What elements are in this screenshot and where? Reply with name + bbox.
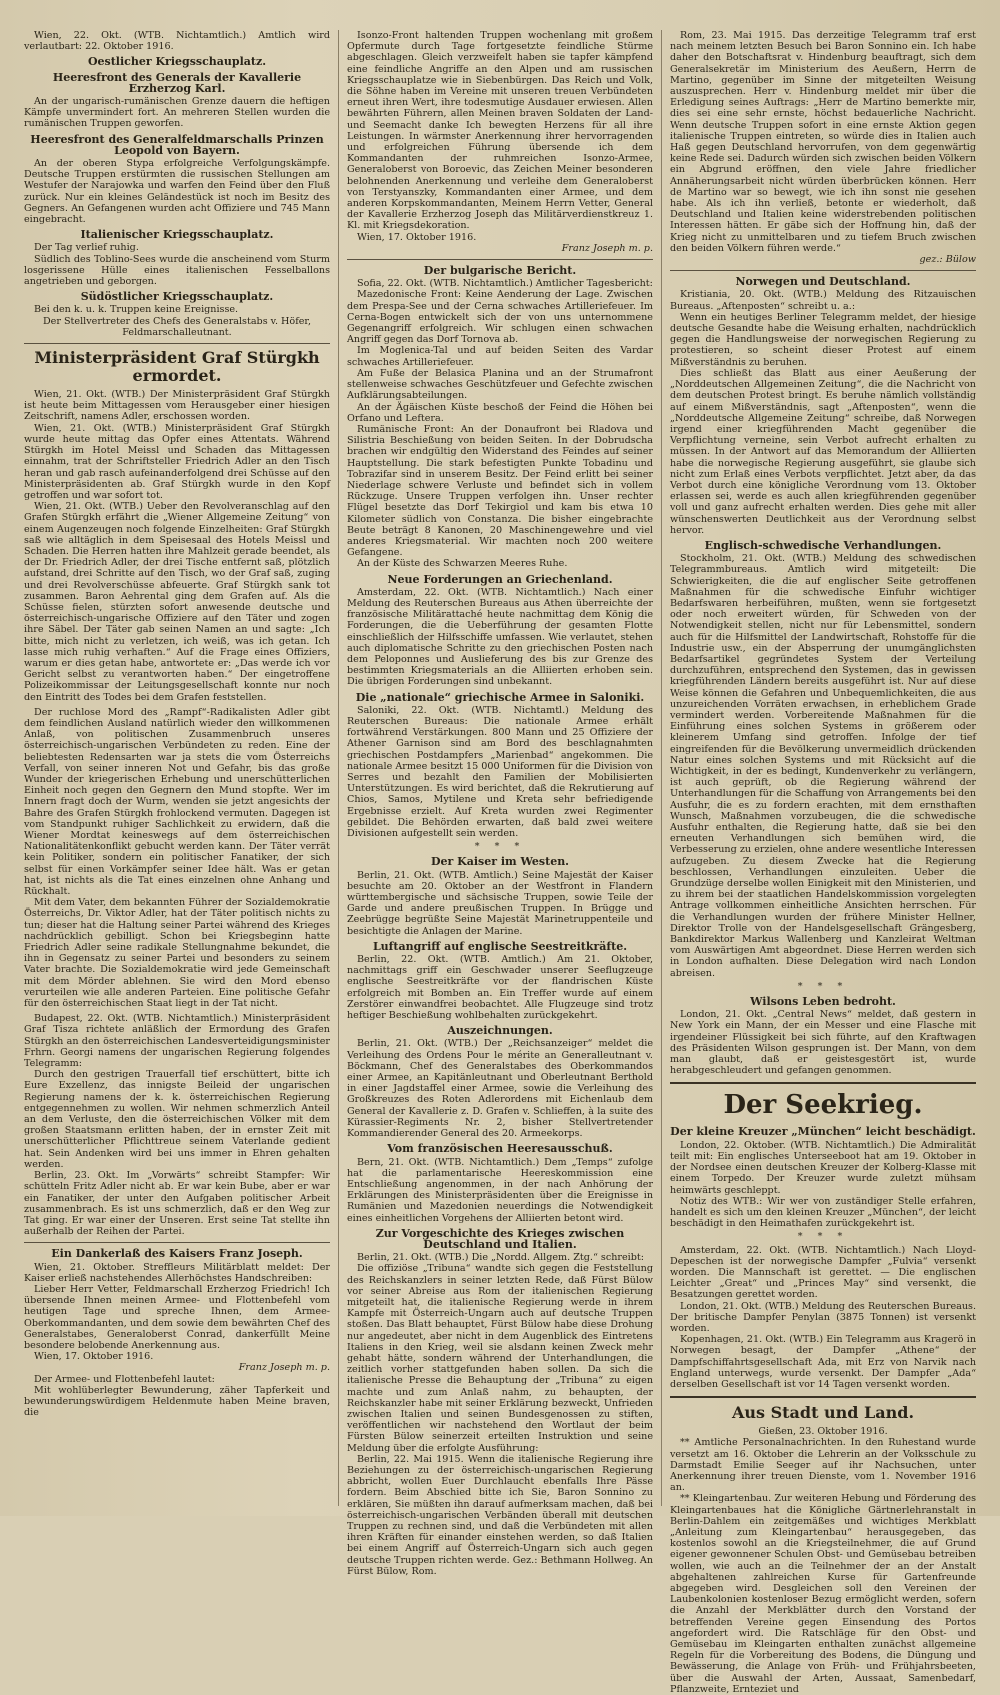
article-title: Englisch-schwedische Verhandlungen.	[704, 538, 942, 552]
paragraph: Die offiziöse „Tribuna“ wandte sich gegen die Feststellung des Reichskanzlers in seiner letzten Rede, daß Fürst Bülow vor seiner Abreise aus Rom der italienischen Regierung mitgeteilt hat, die italienische Regierung werde in ihrem Kampfe mit Österreich-Ungarn auch auf deutsche Truppen stoßen. Das Blatt behauptet, Fürst Bülow habe diese Drohung nur angedeutet, aber nicht in dem Augenblick des Eintretens Italiens in den Krieg, weil sie alsdann keinen Zweck mehr gehabt hätte, sondern während der Unterhandlungen, die zeitlich vorher stattgefunden haben sollen. Da sich die italienische Presse die Behauptung der „Tribuna“ zu eigen machte und zum Anlaß nahm, zu behaupten, der Reichskanzler habe mit seiner Erklärung bezweckt, Unfrieden zwischen Italien und seinen Bundesgenossen zu stiften, veröffentlichen wir nachstehend den Wortlaut der beim Fürsten Bülow seinerzeit erteilten Instruktion und seine Meldung über die erfolgte Ausführung:	[347, 1263, 653, 1454]
paragraph: Berlin, 21. Okt. (WTB. Amtlich.) Seine Majestät der Kaiser besuchte am 20. Oktober an der Westfront in Flandern württembergische und sächsische Truppen, sowie Teile der Garde und andere preußischen Truppen. In Brügge und Zeebrügge begrüßte Seine Majestät Marinetruppenteile und besichtigte die Anlagen der Marine.	[347, 869, 653, 937]
paragraph: Rumänische Front: An der Donaufront bei Rladova und Silistria Beschießung von beiden Seiten. In der Dobrudscha brachen wir endgültig den Widerstand des Feindes auf seiner Hauptstellung. Die stark befestigten Punkte Tobadinu und Tobrazifar sind in unserem Besitz. Der Feind erlitt bei seiner Niederlage schwere Verluste und befindet sich in vollem Rückzuge. Unsere Truppen verfolgen ihn. Unser rechter Flügel besetzte das Dorf Tekirgiol und kam bis etwa 10 Kilometer südlich von Constanza. Die bisher eingebrachte Beute beträgt 8 Kanonen, 20 Maschinengewehre und viel anderes Kriegsmaterial. Wir machten noch 200 weitere Gefangene.	[347, 423, 653, 559]
divider	[347, 259, 653, 260]
paragraph: ** Amtliche Personalnachrichten. In den Ruhestand wurde versetzt am 16. Oktober die Lehrerin an der Volksschule zu Darmstadt Emilie Seeger auf ihr Nachsuchen, unter Anerkennung ihrer treuen Dienste, vom 1. November 1916 an.	[670, 1437, 976, 1494]
paragraph: Stockholm, 21. Okt. (WTB.) Meldung des schwedischen Telegrammbureaus. Amtlich wird mitgeteilt: Die Schwierigkeiten, die die auf englischer Seite getroffenen Maßnahmen für die schwedische Einfuhr wichtiger Bedarfswaren herbeiführen, mußten, wenn sie fortgesetzt oder noch erweitert würden, für Schweden von der Notwendigkeit stellen, nicht nur für Lebensmittel, sondern auch für die Hilfsmittel der Landwirtschaft, Rohstoffe für die Industrie usw., ein der Absperrung der unumgänglichsten Bedarfsartikel gegründetes System der Verteilung durchzuführen, entsprechend den Systemen, das in gewissen kriegführenden Ländern bereits ausgeführt ist. Nur auf diese Weise können die Gefahren und Unbequemlichkeiten, die aus unzureichenden Vorräten erwachsen, in erheblichem Grade vermindert werden. Vorbereitende Maßnahmen für die Einführung eines solchen Systems in größerem oder kleinerem Umfang sind getroffen. Infolge der tief eingreifenden für die Bevölkerung unvermeidlich drückenden Natur eines solchen Systems und mit Rücksicht auf die Wichtigkeit, in der es bedingt, Kundenverkehr zu verlängern, ist auch geprüft, ob die Regierung während der Unterhandlungen für die Schaffung von Arrangements bei den Ausfuhr, die es zu fordern erachten, mit dem ernsthaften Wunsch, Maßnahmen vorzubeugen, die die schwedische Ausfuhr enthalten, die Regierung hatte, daß sie bei den erneuten Verhandlungen sich bemühen wird, die Verbesserung zu erzielen, ohne andere wesentliche Interessen aufzugeben. Zu diesem Zwecke hat die Regierung beschlossen, Verhandlungen einzuleiten. Ueber die Grundzüge derselbe wollen Einigkeit mit den Ministerien, und zu ihrem bei der staatlichen Handelskommission vorgelegten Antrage vollkommen einheitliche Ansichten herrschen. Für die Verhandlungen wurden der frühere Minister Hellner, Direktor Trolle von der Handelsgesellschaft Grängesberg, Bankdirektor Markus Wallenberg und Kanzleirat Weltman vom Auswärtigen Amt abgeordnet. Diese Herren werden sich in London aufhalten. Diese Delegation wird nach London abreisen.	[670, 553, 976, 979]
paragraph: Kristiania, 20. Okt. (WTB.) Meldung des Ritzauischen Bureaus. „Aftenposten“ schreibt u. a.:	[670, 289, 976, 312]
paragraph: Amsterdam, 22. Okt. (WTB. Nichtamtlich.) Nach einer Meldung des Reuterschen Bureaus aus Athen überreichte der französische Militärattaché heute nachmittag dem König die Forderungen, die die Ueberführung der gesamten Flotte einschließlich der Hilfsschiffe umfassen. Wie verlautet, stehen auch diplomatische Schritte zu den griechischen Posten nach dem Peloponnes und Auslieferung des bis zur Grenze des bestimmten Kriegsmaterials an die Alliierten erhoben sein. Die übrigen Forderungen sind unbekannt.	[347, 586, 653, 688]
paragraph: Notiz des WTB.: Wir wer von zuständiger Stelle erfahren, handelt es sich um den kleinen Kreuzer „München“, der leicht beschädigt in den Heimathafen zurückgekehrt ist.	[670, 1195, 976, 1230]
paragraph: Wien, 21. Okt. (WTB.) Ueber den Revolveranschlag auf den Grafen Stürgkh erfährt die „Wiener Allgemeine Zeitung“ von einem Augenzeugen noch folgende Einzelheiten: Graf Stürgkh saß wie alltäglich in dem Speisesaal des Hotels Meissl und Schaden. Die Herren hatten ihre Mahlzeit gerade beendet, als der Dr. Friedrich Adler, der drei Tische entfernt saß, plötzlich aufstand, drei Schritte auf den Tisch, wo der Graf saß, zuging und drei Revolverschüsse abfeuerte. Graf Stürgkh sank tot zusammen. Baron Aehrental ging dem Grafen auf. Als die Schüsse fielen, stürzten sofort anwesende deutsche und österreichisch-ungarische Offiziere auf den Täter und zogen ihre Säbel. Der Täter gab seinen Namen an und sagte: „Ich bitte, mich nicht zu verletzen, ich weiß, was ich getan. Ich lasse mich ruhig verhaften.“ Auf die Frage eines Offiziers, warum er dies getan habe, antwortete er: „Das werde ich vor Gericht selbst zu verantworten haben.“ Der eingetroffene Polizeikommissar der Leitungsgesellschaft konnte nur noch den Eintritt des Todes bei dem Grafen feststellen.	[24, 501, 330, 703]
divider	[24, 343, 330, 344]
paragraph: Im Moglenica-Tal und auf beiden Seiten des Vardar schwaches Artilleriefeuer.	[347, 345, 653, 368]
paragraph: London, 22. Oktober. (WTB. Nichtamtlich.) Die Admiralität teilt mit: Ein englisches Unterseeboot hat am 19. Oktober in der Nordsee einen deutschen Kreuzer der Kolberg-Klasse mit einem Torpedo. Der Kreuzer wurde zuletzt mühsam heimwärts geschleppt.	[670, 1139, 976, 1196]
section-heading: Südöstlicher Kriegsschauplatz.	[80, 290, 274, 304]
paragraph: Amsterdam, 22. Okt. (WTB. Nichtamtlich.) Nach Lloyd-Depeschen ist der norwegische Dampfer „Fulvia“ versenkt worden. Die Mannschaft ist gerettet. — Die englischen Leichter „Great“ und „Princes May“ sind versenkt, die Besatzungen gerettet worden.	[670, 1244, 976, 1301]
signature-line: Der Stellvertreter des Chefs des Generalstabs v. Höfer, Feldmarschalleutnant.	[42, 315, 312, 338]
separator-stars: * * *	[474, 841, 526, 853]
paragraph: ** Kleingartenbau. Zur weiteren Hebung und Förderung des Kleingartenbaues hat die Königliche Gärtnerlehranstalt in Berlin-Dahlem ein zeitgemäßes und wichtiges Merkblatt „Anleitung zum Kleingartenbau“ herausgegeben, das kostenlos sowohl an die Kriegsteilnehmer, die auf Grund eigener gewonnener Schulen Obst- und Gemüsebau betreiben wollen, wie auch an die Teilnehmer der an der Anstalt abgehaltenen zahlreichen Kurse für Gartenfreunde abgegeben wird. Desgleichen soll den Vereinen der Laubenkolonien kostenloser Bezug ermöglicht werden, sofern die Anzahl der Merkblätter durch den Vorstand der betreffenden Vereine gegen Einsendung des Portos angefordert wird. Die Ratschläge für den Obst- und Gemüsebau im Kleingarten enthalten zunächst allgemeine Regeln für die Vorbereitung des Bodens, die Düngung und Bewässerung, die Anlage von Früh- und Frühjahrsbeeten, über die Auswahl der Arten, Aussaat, Samenbedarf, Pflanzweite, Ernteziet und	[670, 1493, 976, 1695]
divider	[670, 1082, 976, 1084]
article-title: Die „nationale“ griechische Armee in Saloniki.	[355, 690, 645, 704]
column-2	[339, 30, 662, 1577]
paragraph: Berlin, 21. Okt. (WTB.) Der „Reichsanzeiger“ meldet die Verleihung des Ordens Pour le mérite an Generalleutnant v. Böckmann, Chef des Generalstabes des Oberkommandos einer Armee, an Kapitänleutnant und Oberleutnant Berthold in einer Jagdstaffel einer Armee, sowie die Verleihung des Großkreuzes des Roten Adlerordens mit Eichenlaub dem General der Kavallerie z. D. Grafen v. Schlieffen, à la suite des Kürassier-Regiments Nr. 2, bisher Stellvertretender Kommandierender General des 20. Armeekorps.	[347, 1038, 653, 1140]
article-title: Der Kaiser im Westen.	[430, 855, 570, 869]
paragraph: Durch den gestrigen Trauerfall tief erschüttert, bitte ich Eure Exzellenz, das innigste Beileid der ungarischen Regierung namens der k. k. österreichischen Regierung entgegennehmen zu wollen. Wir nehmen schmerzlich Anteil an dem Verluste, den die österreichischen Völker mit dem großen Staatsmann erlitten haben, der in ernster Zeit mit unerschütterlicher Pflichttreue seinem Vaterlande gedient hat. Sein Andenken wird bei uns immer in Ehren gehalten werden.	[24, 1069, 330, 1170]
divider	[24, 1242, 330, 1243]
article-title: Ministerpräsident Graf Stürgkh ermordet.	[34, 348, 320, 386]
section-heading: Heeresfront des Generals der Kavallerie Erzherzog Karl.	[52, 70, 302, 95]
separator-stars: * * *	[797, 1231, 849, 1243]
paragraph: An der Küste des Schwarzen Meeres Ruhe.	[357, 558, 568, 570]
paragraph: Sofia, 22. Okt. (WTB. Nichtamtlich.) Amtlicher Tagesbericht:	[357, 278, 653, 290]
separator-stars: * * *	[797, 980, 849, 992]
section-heading: Italienischer Kriegsschauplatz.	[80, 228, 274, 242]
article-title: Zur Vorgeschichte des Krieges zwischen Deutschland und Italien.	[375, 1226, 625, 1251]
dateline: Wien, 17. Oktober 1916.	[34, 1351, 154, 1363]
paragraph: Der Tag verlief ruhig.	[34, 242, 139, 254]
paragraph: Wien, 21. Oktober. Streffleurs Militärblatt meldet: Der Kaiser erließ nachstehendes Allerhöchstes Handschreiben:	[24, 1261, 330, 1284]
paragraph: Mit wohlüberlegter Bewunderung, zäher Tapferkeit und bewunderungswürdigem Heldenmute haben Meine braven, die	[24, 1384, 330, 1419]
section-heading: Heeresfront des Generalfeldmarschalls Prinzen Leopold von Bayern.	[30, 132, 324, 157]
section-title: Der Seekrieg.	[723, 1090, 923, 1121]
paragraph: London, 21. Okt. „Central News“ meldet, daß gestern in New York ein Mann, der ein Messer und eine Flasche mit irgendeiner Flüssigkeit bei sich führte, auf den Kraftwagen des Präsidenten Wilson gesprungen ist. Der Mann, von dem man glaubt, daß er geistesgestört ist, wurde herabgeschleudert und gefangen genommen.	[670, 1009, 976, 1077]
article-title: Wilsons Leben bedroht.	[750, 995, 896, 1009]
paragraph: Berlin, 21. Okt. (WTB.) Die „Nordd. Allgem. Ztg.“ schreibt:	[357, 1252, 644, 1264]
paragraph: Der Armee- und Flottenbefehl lautet:	[34, 1373, 215, 1385]
paragraph: Dies schließt das Blatt aus einer Aeußerung der „Norddeutschen Allgemeinen Zeitung“, die die Nachricht von dem deutschen Protest bringt. Es beruhe nämlich vollständig auf einem Mißverständnis, sagt „Aftenposten“, wenn die „Norddeutsche Allgemeine Zeitung“ schreibe, daß Norwegen irgend einer kriegführenden Macht gegenüber die Verpflichtung verneine, sein Verbot aufrecht erhalten zu müssen. In der Antwort auf das Memorandum der Alliierten habe die norwegische Regierung ausgeführt, sie glaube sich nicht zum Erlaß eines Verbots verpflichtet. Jetzt aber, da das Verbot durch eine königliche Verordnung vom 13. Oktober erlassen sei, werde es auch allen kriegführenden gegenüber voll und ganz aufrecht erhalten werden. Dies gehe mit aller wünschenswerten Deutlichkeit aus der Verordnung selbst hervor.	[670, 367, 976, 536]
paragraph: Berlin, 23. Okt. Im „Vorwärts“ schreibt Stampfer: Wir schütteln Fritz Adler nicht ab. Er war kein Bube, aber er war ein Fanatiker, der unter den Aufgaben politischer Arbeit zusammenbrach. Es ist uns schmerzlich, daß er den Weg zur Tat ging. Er war einer der Unseren. Erst seine Tat stellte ihn außerhalb der Reihen der Partei.	[24, 1170, 330, 1238]
signature: gez.: Bülow	[919, 254, 976, 266]
dateline: Wien, 17. Oktober 1916.	[357, 231, 477, 243]
signature: Franz Joseph m. p.	[561, 242, 653, 254]
signature: Franz Joseph m. p.	[238, 1362, 330, 1374]
paragraph: Rom, 23. Mai 1915. Das derzeitige Telegramm traf erst nach meinem letzten Besuch bei Baron Sonnino ein. Ich habe daher den Botschaftsrat v. Hindenburg beauftragt, sich dem Generalsekretär im Ministerium des Aeußern, Herrn de Martino, gegenüber im Sinne der mitgeteilten Weisung auszusprechen. Herr v. Hindenburg meldet mir über die Erledigung seines Auftrags: „Herr de Martino bemerkte mir, dies sei eine sehr ernste, höchst bedauerliche Nachricht. Wenn deutsche Truppen sofort in eine ernste Aktion gegen italienische Truppen eintreten, so würde dies in Italien auch Haß gegen Deutschland hervorrufen, von dem gegenwärtig keine Rede sei. Dadurch würden sich zwischen beiden Völkern ein Abgrund eröffnen, den viele Jahre friedlicher Annäherungsarbeit nicht würden überbrücken können. Herr de Martino war so bewegt, wie ich ihn sonst nie gesehen habe. Als ich ihn verließ, betonte er wiederholt, daß Deutschland und Italien keine widerstrebenden politischen Interessen hätten. Er gäbe sich der Hoffnung hin, daß der Krieg nicht zu unmittelbaren und zu tiefem Bruch zwischen den beiden Völkern führen werde.“	[670, 30, 976, 254]
paragraph: Isonzo-Front haltenden Truppen wochenlang mit großem Opfermute durch Tage fortgesetzte feindliche Stürme abgeschlagen. Gleich verzweifelt haben sie tapfer kämpfend eine feindliche Angriffe an den Alpen und am russischen Kriegsschauplatze wie in Siebenbürgen. Das Reich und Volk, die Söhne haben im Vereine mit unseren treuen Verbündeten erneut ihren Wert, ihre todesmutige Ausdauer erwiesen. Allen bewährten Führern, allen Meinen braven Soldaten der Land- und Seemacht danke Ich bewegten Herzens für all ihre Leistungen. In wärmster Anerkennung ihrer hervorragenden und erfolgreichen Führung übersende ich dem Kommandanten der ruhmreichen Isonzo-Armee, Generaloberst von Boroevic, das Zeichen Meiner besonderen belohnenden Anerkennung und verleihe dem Generaloberst von Terstyanszky, Kommandanten einer Armee, und dem anderen Korpskommandanten, Meinem Herrn Vetter, General der Kavallerie Erzherzog Joseph das Militärverdienstkreuz 1. Kl. mit Kriegsdekoration.	[347, 30, 653, 232]
paragraph: Wien, 21. Okt. (WTB.) Der Ministerpräsident Graf Stürgkh ist heute beim Mittagessen vom Herausgeber einer hiesigen Zeitschrift, namens Adler, erschossen worden.	[24, 389, 330, 423]
article-title: Vom französischen Heeresausschuß.	[387, 1142, 613, 1156]
paragraph: An der oberen Stypa erfolgreiche Verfolgungskämpfe. Deutsche Truppen erstürmten die russischen Stellungen am Westufer der Narajowka und warfen den Feind über den Fluß zurück. Nur ein kleines Geländestück ist noch im Besitz des Gegners. An Gefangenen wurden acht Offiziere und 745 Mann eingebracht.	[24, 158, 330, 226]
article-title: Norwegen und Deutschland.	[735, 275, 911, 289]
paragraph: London, 21. Okt. (WTB.) Meldung des Reuterschen Bureaus. Der britische Dampfer Penylan (3875 Tonnen) ist versenkt worden.	[670, 1300, 976, 1334]
paragraph: Berlin, 22. Okt. (WTB. Amtlich.) Am 21. Oktober, nachmittags griff ein Geschwader unserer Seeflugzeuge englische Seestreitkräfte vor der flandrischen Küste erfolgreich mit Bomben an. Ein Treffer wurde auf einem Zerstörer einwandfrei beobachtet. Alle Flugzeuge sind trotz heftiger Beschießung wohlbehalten zurückgekehrt.	[347, 954, 653, 1022]
paragraph: Wenn ein heutiges Berliner Telegramm meldet, der hiesige deutsche Gesandte habe die Weisung erhalten, nachdrücklich gegen die Handlungsweise der norwegischen Regierung zu protestieren, so scheint dieser Protest auf einem Mißverständnis zu beruhen.	[670, 311, 976, 368]
paragraph: Wien, 22. Okt. (WTB. Nichtamtlich.) Amtlich wird verlautbart: 22. Oktober 1916.	[24, 30, 330, 53]
column-3	[662, 30, 984, 1695]
columns	[16, 30, 984, 1695]
paragraph: Wien, 21. Okt. (WTB.) Ministerpräsident Graf Stürgkh wurde heute mittag das Opfer eines Attentats. Während Stürgkh im Hotel Meissl und Schaden das Mittagessen einnahm, trat der Schriftsteller Friedrich Adler an den Tisch heran und gab rasch aufeinanderfolgend drei Schüsse auf den Ministerpräsidenten ab. Graf Stürgkh wurde in den Kopf getroffen und war sofort tot.	[24, 422, 330, 501]
paragraph: Südlich des Toblino-Sees wurde die anscheinend vom Sturm losgerissene Hülle eines italienischen Fesselballons angetrieben und geborgen.	[24, 253, 330, 288]
paragraph: Mit dem Vater, dem bekannten Führer der Sozialdemokratie Österreichs, Dr. Viktor Adler, hat der Täter politisch nichts zu tun; dieser hat die Haltung seiner Partei während des Krieges nachdrücklich gebilligt. Schon bei Kriegsbeginn hatte Friedrich Adler seine radikale Stellungnahme bekundet, die ihn in Gegensatz zu seiner Partei und besonders zu seinem Vater brachte. Die Sozialdemokratie wird jede Gemeinschaft mit dem Mörder ablehnen. Sie wird den Mord ebenso verurteilen wie alle anderen Parteien. Eine politische Gefahr für den österreichischen Staat liegt in der Tat nicht.	[24, 897, 330, 1010]
article-title: Auszeichnungen.	[447, 1024, 553, 1038]
paragraph: Kopenhagen, 21. Okt. (WTB.) Ein Telegramm aus Kragerö in Norwegen besagt, der Dampfer „Athene“ der Dampfschiffahrtsgesellschaft Ada, mit Erz von Narvik nach England unterwegs, wurde versenkt. Der Dampfer „Ada“ derselben Gesellschaft ist vor 14 Tagen versenkt worden.	[670, 1334, 976, 1390]
paragraph: Saloniki, 22. Okt. (WTB. Nichtamtl.) Meldung des Reuterschen Bureaus: Die nationale Armee erhält fortwährend Verstärkungen. 800 Mann und 25 Offiziere der Athener Garnison sind am Bord des beschlagnahmten griechischen Postdampfers „Marienbad“ angekommen. Die nationale Armee besitzt 15 000 Uniformen für die Division von Serres und bezahlt den Familien der Mobilisierten Unterstützungen. Es wird berichtet, daß die Rekrutierung auf Chios, Samos, Mytilene und Kreta sehr befriedigende Ergebnisse erzielt. Auf Kreta wurden zwei Regimenter gebildet. Die Behörden erwarten, daß bald zwei weitere Divisionen aufgestellt sein werden.	[347, 704, 653, 840]
article-title: Luftangriff auf englische Seestreitkräfte.	[372, 939, 628, 953]
dateline: Gießen, 23. Oktober 1916.	[758, 1426, 888, 1438]
divider	[670, 1396, 976, 1398]
paragraph: Mazedonische Front: Keine Aenderung der Lage. Zwischen dem Prespa-See und der Cerna schwaches Artilleriefeuer. Im Cerna-Bogen entwickelt sich der von uns unternommene Gegenangriff erfolgreich. Wir schlugen einen schwachen Angriff gegen das Dorf Tornova ab.	[347, 289, 653, 346]
article-title: Der kleine Kreuzer „München“ leicht beschädigt.	[670, 1125, 976, 1139]
article-title: Ein Dankerlaß des Kaisers Franz Joseph.	[51, 1247, 303, 1261]
column-1	[16, 30, 339, 1506]
paragraph: Budapest, 22. Okt. (WTB. Nichtamtlich.) Ministerpräsident Graf Tisza richtete anläßlich der Ermordung des Grafen Stürgkh an den österreichischen Landesverteidigungsminister Frhrn. Georgi namens der ungarischen Regierung folgendes Telegramm:	[24, 1013, 330, 1070]
paragraph: Der ruchlose Mord des „Rampf“-Radikalisten Adler gibt dem feindlichen Ausland natürlich wieder den willkommenen Anlaß, von politischen Zusammenbruch unseres österreichisch-ungarischen Verbündeten zu reden. Eine der beliebtesten Redensarten war ja stets die vom Österreichs Verfall, von seiner inneren Not und Gefahr, bis das große Wunder der kriegerischen Erhebung und unerschütterlichen Einheit noch gegen den Gegnern den Mund stopfte. Wer im Innern fragt doch der Wurm, wenden sie jetzt angesichts der Bahre des Grafen Stürgkh frohlockend vermuten. Dagegen ist vom Standpunkt ruhiger Sachlichkeit zu erwidern, daß die Wiener Mordtat keineswegs auf dem österreichischen Nationalitätenkonflikt gebucht werden kann. Der Täter verrät kein Politiker, sondern ein politischer Fanatiker, der sich selbst für einen Vorkämpfer seiner Idee hält. Was er getan hat, ist nichts als die Tat eines einzelnen ohne Anhang und Rückhalt.	[24, 706, 330, 898]
paragraph: An der ungarisch-rumänischen Grenze dauern die heftigen Kämpfe unvermindert fort. An mehreren Stellen wurden die rumänischen Truppen geworfen.	[24, 96, 330, 130]
article-title: Der bulgarische Bericht.	[423, 264, 577, 278]
article-title: Neue Forderungen an Griechenland.	[387, 572, 613, 586]
section-title: Aus Stadt und Land.	[731, 1403, 915, 1423]
paragraph: Bei den k. u. k. Truppen keine Ereignisse.	[34, 304, 239, 316]
paragraph: Bern, 21. Okt. (WTB. Nichtamtlich.) Dem „Temps“ zufolge hat die parlamentarische Heereskommission eine Entschließung angenommen, in der nach Anhörung der Erklärungen des Ministerpräsidenten über die Ereignisse in Rumänien und Mazedonien neuerdings die Notwendigkeit eines einheitlichen Vorgehens der Alliierten betont wird.	[347, 1156, 653, 1224]
divider	[670, 270, 976, 271]
paragraph: Am Fuße der Belasica Planina und an der Strumafront stellenweise schwaches Geschützfeuer und Gefechte zwischen Aufklärungsabteilungen.	[347, 367, 653, 402]
paragraph: An der Ägäischen Küste beschoß der Feind die Höhen bei Orfano und Leftera.	[347, 401, 653, 424]
paragraph: Lieber Herr Vetter, Feldmarschall Erzherzog Friedrich! Ich übersende Ihnen meinen Armee- und Flottenbefehl vom heutigen Tage und spreche Ihnen, dem Armee-Oberkommandanten, und dem sowie dem bewährten Chef des Generalstabes, Generaloberst Conrad, dankerfüllt Meine besondere belobende Anerkennung aus.	[24, 1283, 330, 1351]
section-heading: Oestlicher Kriegsschauplatz.	[87, 55, 267, 69]
paragraph: Berlin, 22. Mai 1915. Wenn die italienische Regierung ihre Beziehungen zu der österreichisch-ungarischen Regierung abbricht, wollen Euer Durchlaucht ebenfalls Ihre Pässe fordern. Beim Abschied bitte ich Sie, Baron Sonnino zu erklären, Sie müßten ihn darauf aufmerksam machen, daß bei österreichisch-ungarischen Verbänden überall mit deutschen Truppen zu rechnen sind, und daß die Verbündeten mit allen ihren Kräften für einander einstehen werden, so daß Italien bei einem Angriff auf Österreich-Ungarn sich auch gegen deutsche Truppen richten werde. Gez.: Bethmann Hollweg. An Fürst Bülow, Rom.	[347, 1453, 653, 1577]
